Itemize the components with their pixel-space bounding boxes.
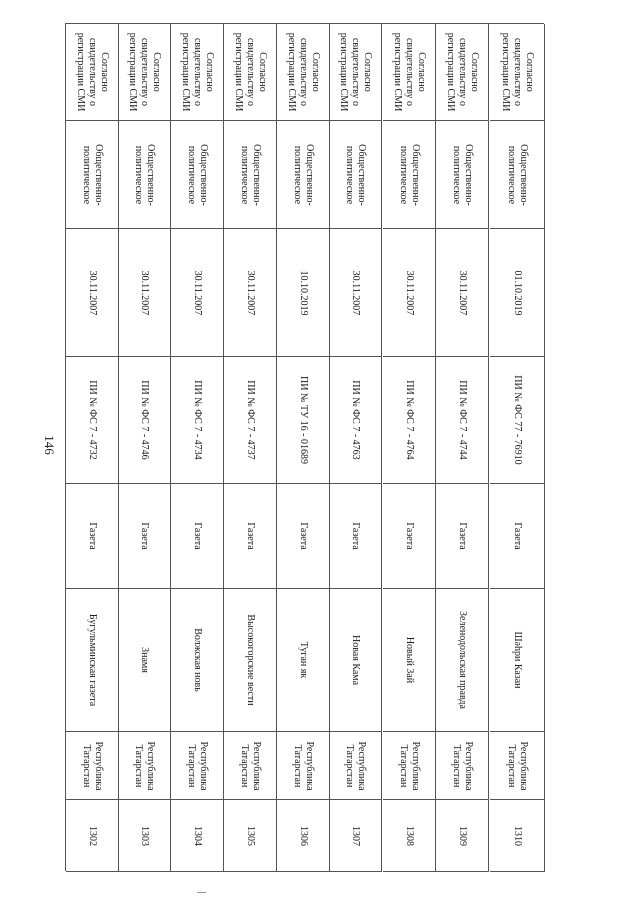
table-row [490,24,545,872]
cell-basis [383,24,435,121]
cell-reg-no [329,357,381,484]
cell-date [224,229,276,357]
num-text: 1302 [87,825,98,846]
cell-reg-no [171,357,223,484]
type-text: Газета [404,522,415,550]
topic-text: Общественно- политическое [398,143,421,206]
topic-text: Общественно- политическое [506,143,529,206]
name-text: Высокогорские вести [245,614,256,706]
cell-type [66,484,118,589]
num-text: 1310 [512,825,523,846]
cell-name [383,589,435,732]
cell-type [490,484,544,589]
cell-basis [66,24,118,121]
cell-reg-no [383,357,435,484]
type-text: Газета [139,522,150,550]
cell-basis [436,24,488,121]
cell-num [329,800,381,872]
region-text: Республика Татарстан [451,740,474,791]
region-text: Республика Татарстан [344,740,367,791]
basis-text: Согласно свидетельству о регистрации СМИ [286,32,321,112]
region-text: Республика Татарстан [81,740,104,791]
table-row [66,24,119,872]
cell-date [277,229,329,357]
reg-no-text: ПИ № ФС 7 - 4734 [192,380,203,460]
type-text: Газета [87,522,98,550]
cell-region [436,732,488,800]
num-text: 1308 [404,825,415,846]
date-text: 30.11.2007 [87,270,98,315]
cell-topic [66,121,118,229]
reg-no-text: ПИ № ФС 77 - 76910 [512,375,523,465]
cell-name [436,589,488,732]
table-row [277,24,330,872]
basis-text: Согласно свидетельству о регистрации СМИ [392,32,427,112]
cell-name [171,589,223,732]
type-text: Газета [298,522,309,550]
cell-reg-no [66,357,118,484]
cell-reg-no [277,357,329,484]
num-text: 1309 [457,825,468,846]
media-registry-table [65,23,544,871]
basis-text: Согласно свидетельству о регистрации СМИ [233,32,268,112]
cell-type [436,484,488,589]
cell-name [224,589,276,732]
basis-text: Согласно свидетельству о регистрации СМИ [180,32,215,112]
cell-reg-no [224,357,276,484]
cell-topic [490,121,544,229]
table-row [436,24,489,872]
basis-text: Согласно свидетельству о регистрации СМИ [75,32,110,112]
date-text: 30.11.2007 [404,270,415,315]
num-text: 1304 [192,825,203,846]
cell-date [329,229,381,357]
topic-text: Общественно- политическое [344,143,367,206]
cell-region [224,732,276,800]
basis-text: Согласно свидетельству о регистрации СМИ [127,32,162,112]
cell-name [490,589,544,732]
region-text: Республика Татарстан [239,740,262,791]
cell-basis [277,24,329,121]
cell-num [224,800,276,872]
table-row [329,24,382,872]
cell-region [171,732,223,800]
cell-reg-no [490,357,544,484]
cell-num [66,800,118,872]
reg-no-text: ПИ № ФС 7 - 4763 [350,380,361,460]
num-text: 1303 [139,825,150,846]
basis-text: Согласно свидетельству о регистрации СМИ [338,32,373,112]
cell-type [118,484,170,589]
num-text: 1306 [298,825,309,846]
cell-name [277,589,329,732]
basis-text: Согласно свидетельству о регистрации СМИ [445,32,480,112]
cell-type [383,484,435,589]
date-text: 30.11.2007 [192,270,203,315]
region-text: Республика Татарстан [506,740,529,791]
footer-mark [197,892,206,893]
cell-basis [490,24,544,121]
cell-num [277,800,329,872]
page-number: 146 [41,435,57,455]
cell-topic [383,121,435,229]
region-text: Республика Татарстан [398,740,421,791]
name-text: Волжская новь [192,628,203,692]
cell-name [329,589,381,732]
cell-name [118,589,170,732]
cell-topic [329,121,381,229]
date-text: 01.10.2019 [512,270,523,315]
type-text: Газета [245,522,256,550]
type-text: Газета [350,522,361,550]
cell-topic [171,121,223,229]
reg-no-text: ПИ № ФС 7 - 4744 [457,380,468,460]
table-row [383,24,436,872]
cell-type [329,484,381,589]
topic-text: Общественно- политическое [239,143,262,206]
region-text: Республика Татарстан [186,740,209,791]
cell-topic [436,121,488,229]
reg-no-text: ПИ № ТУ 16 - 01689 [298,375,309,464]
name-text: Бугульминская газета [87,613,98,707]
topic-text: Общественно- политическое [133,143,156,206]
cell-basis [329,24,381,121]
cell-region [383,732,435,800]
name-text: Зеленодольская правда [457,611,468,709]
name-text: Знамя [139,647,150,673]
region-text: Республика Татарстан [292,740,315,791]
basis-text: Согласно свидетельству о регистрации СМИ [500,32,535,112]
reg-no-text: ПИ № ФС 7 - 4737 [245,380,256,460]
reg-no-text: ПИ № ФС 7 - 4764 [404,380,415,460]
cell-region [66,732,118,800]
cell-name [66,589,118,732]
topic-text: Общественно- политическое [81,143,104,206]
date-text: 30.11.2007 [457,270,468,315]
cell-num [436,800,488,872]
cell-basis [171,24,223,121]
cell-date [383,229,435,357]
topic-text: Общественно- политическое [186,143,209,206]
cell-num [118,800,170,872]
cell-basis [118,24,170,121]
cell-date [436,229,488,357]
cell-type [224,484,276,589]
cell-type [277,484,329,589]
cell-region [118,732,170,800]
cell-topic [224,121,276,229]
cell-num [171,800,223,872]
name-text: Новая Кама [350,634,361,686]
date-text: 30.11.2007 [245,270,256,315]
num-text: 1305 [245,825,256,846]
cell-date [171,229,223,357]
cell-region [490,732,544,800]
cell-num [490,800,544,872]
table-row [224,24,277,872]
cell-region [277,732,329,800]
name-text: Новый Зай [404,636,415,684]
cell-topic [277,121,329,229]
date-text: 30.11.2007 [350,270,361,315]
table-row [118,24,171,872]
cell-num [383,800,435,872]
topic-text: Общественно- политическое [451,143,474,206]
type-text: Газета [512,522,523,550]
cell-date [66,229,118,357]
cell-date [118,229,170,357]
cell-reg-no [118,357,170,484]
cell-topic [118,121,170,229]
type-text: Газета [192,522,203,550]
type-text: Газета [457,522,468,550]
cell-type [171,484,223,589]
date-text: 10.10.2019 [298,270,309,315]
cell-basis [224,24,276,121]
topic-text: Общественно- политическое [292,143,315,206]
num-text: 1307 [350,825,361,846]
reg-no-text: ПИ № ФС 7 - 4732 [87,380,98,460]
name-text: Туган як [298,641,309,679]
date-text: 30.11.2007 [139,270,150,315]
cell-region [329,732,381,800]
cell-date [490,229,544,357]
reg-no-text: ПИ № ФС 7 - 4746 [139,380,150,460]
region-text: Республика Татарстан [133,740,156,791]
name-text: Шәһри Казан [512,631,523,689]
table-row [171,24,224,872]
cell-reg-no [436,357,488,484]
